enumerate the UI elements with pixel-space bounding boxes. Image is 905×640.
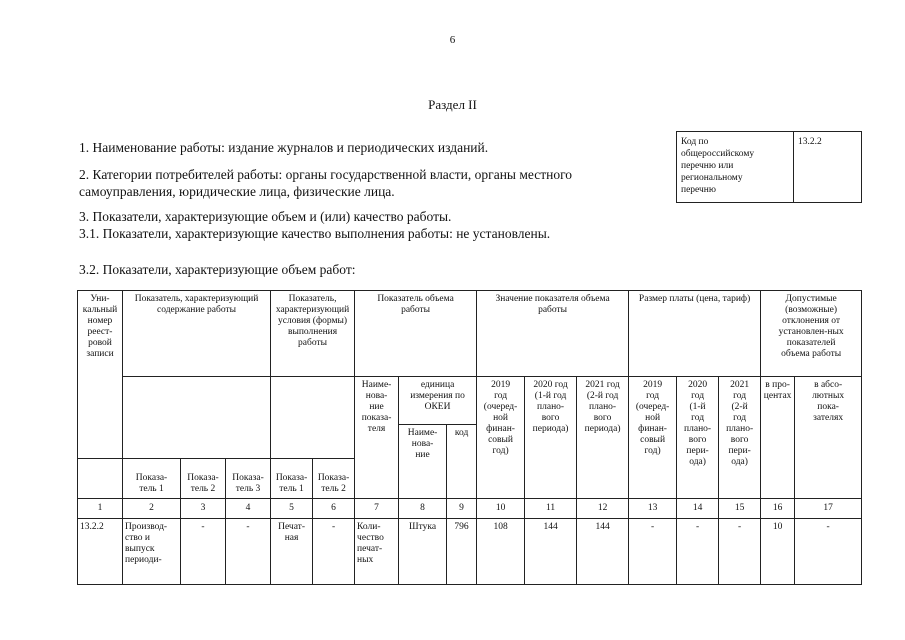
column-number: 12 bbox=[577, 499, 629, 519]
text-line: Показа- bbox=[317, 473, 350, 483]
text-line: объема работы bbox=[781, 349, 842, 359]
text-line: вого bbox=[593, 413, 612, 423]
unique-spacer bbox=[78, 459, 123, 499]
text-line: нова- bbox=[411, 439, 434, 449]
text-line: вого bbox=[688, 435, 707, 445]
text-line: совый bbox=[488, 435, 514, 445]
text-line: финан- bbox=[638, 424, 667, 434]
text-line: работы bbox=[298, 338, 328, 348]
text-line: (очеред- bbox=[483, 402, 518, 412]
text-line: условия (формы) bbox=[278, 316, 348, 326]
header-price-2019 bbox=[629, 377, 677, 499]
text-line: ние bbox=[415, 450, 430, 460]
header-value-2019 bbox=[477, 377, 525, 499]
text-line: тель 1 bbox=[139, 484, 164, 494]
text-line: Показа- bbox=[135, 473, 168, 483]
text-line: совый bbox=[640, 435, 666, 445]
cell-value-2019: 108 bbox=[477, 519, 525, 585]
indicators-heading: 3. Показатели, характеризующие объем и (или) качество работы. bbox=[79, 209, 452, 224]
cell-content-2: - bbox=[181, 519, 226, 585]
header-price-2020 bbox=[677, 377, 719, 499]
text-line: Показатель объема bbox=[377, 294, 454, 304]
text-line: 2019 bbox=[491, 380, 511, 390]
text-line: год bbox=[733, 391, 747, 401]
header-conditions-indicator bbox=[271, 291, 355, 377]
text-line: Показа- bbox=[232, 473, 264, 483]
text-line: ОКЕИ bbox=[424, 402, 451, 412]
text-line: Коли- bbox=[357, 522, 381, 532]
text-line: перечню bbox=[681, 185, 716, 195]
text-line: 2021 bbox=[730, 380, 750, 390]
text-line: пери- bbox=[686, 446, 709, 456]
text-line: (1-й год bbox=[534, 391, 567, 401]
text-line: Значение показателя объема bbox=[495, 294, 610, 304]
column-numbers-row bbox=[78, 499, 862, 519]
text-line: лютных bbox=[812, 391, 845, 401]
header-content-3 bbox=[226, 459, 271, 499]
text-line: центах bbox=[763, 391, 792, 401]
text-line: плано- bbox=[684, 424, 712, 434]
text-line: установлен-ных bbox=[778, 327, 844, 337]
text-line: плано- bbox=[589, 402, 617, 412]
text-line: (2-й год bbox=[586, 391, 619, 401]
quality-indicators: 3.1. Показатели, характеризующие качество выполнения работы: не установлены. bbox=[79, 226, 551, 241]
text-line: ода) bbox=[731, 457, 748, 467]
header-price-2021 bbox=[719, 377, 761, 499]
text-line: единица bbox=[420, 380, 455, 390]
text-line: тель 3 bbox=[235, 484, 261, 494]
text-line: Допустимые bbox=[785, 294, 837, 304]
header-content-2 bbox=[181, 459, 226, 499]
column-number: 7 bbox=[355, 499, 399, 519]
text-line: ство и bbox=[125, 533, 150, 543]
text-line: (1-й bbox=[689, 402, 706, 412]
text-line: год) bbox=[644, 446, 661, 456]
cell-price-2020: - bbox=[677, 519, 719, 585]
text-line: периоди- bbox=[125, 555, 162, 565]
cell-value-2020: 144 bbox=[525, 519, 577, 585]
header-unique-number bbox=[78, 291, 123, 459]
column-number: 16 bbox=[761, 499, 795, 519]
text-line: Наиме- bbox=[361, 380, 392, 390]
text-line: в абсо- bbox=[814, 380, 843, 390]
text-line: теля bbox=[367, 424, 386, 434]
text-line: региональному bbox=[681, 173, 743, 183]
cell-content-1 bbox=[123, 519, 181, 585]
text-line: вого bbox=[541, 413, 560, 423]
content-spacer bbox=[123, 377, 271, 459]
text-line: выполнения bbox=[287, 327, 338, 337]
column-number: 17 bbox=[795, 499, 862, 519]
cell-deviation-percent: 10 bbox=[761, 519, 795, 585]
cell-registry-number: 13.2.2 bbox=[78, 519, 123, 585]
text-line: ных bbox=[357, 555, 374, 565]
text-line: показа- bbox=[361, 413, 392, 423]
text-line: Показа- bbox=[275, 473, 308, 483]
text-line: год bbox=[733, 413, 747, 423]
column-number: 5 bbox=[271, 499, 313, 519]
column-number: 2 bbox=[123, 499, 181, 519]
text-line: (очеред- bbox=[635, 402, 670, 412]
header-value-2020 bbox=[525, 377, 577, 499]
cell-content-3: - bbox=[226, 519, 271, 585]
text-line: 2020 год bbox=[533, 380, 568, 390]
header-percent bbox=[761, 377, 795, 499]
text-line: ной bbox=[645, 413, 661, 423]
text-line: показателей bbox=[786, 338, 836, 348]
text-line: 2020 bbox=[688, 380, 708, 390]
text-line: год bbox=[646, 391, 660, 401]
text-line: печат- bbox=[357, 544, 383, 554]
text-line: год bbox=[494, 391, 508, 401]
text-line: Показа- bbox=[187, 473, 219, 483]
header-content-1 bbox=[123, 459, 181, 499]
header-volume-value bbox=[477, 291, 629, 377]
text-line: Печат- bbox=[278, 522, 305, 532]
text-line: год bbox=[691, 413, 705, 423]
text-line: плано- bbox=[537, 402, 565, 412]
cell-price-2021: - bbox=[719, 519, 761, 585]
text-line: ной bbox=[493, 413, 509, 423]
column-number: 15 bbox=[719, 499, 761, 519]
page-number: 6 bbox=[449, 34, 456, 46]
text-line: номер bbox=[87, 316, 113, 326]
header-content-indicator bbox=[123, 291, 271, 377]
cell-unit-code: 796 bbox=[447, 519, 477, 585]
column-number: 1 bbox=[78, 499, 123, 519]
consumers-line-2: самоуправления, юридические лица, физические лица. bbox=[79, 184, 395, 199]
text-line: Наиме- bbox=[407, 428, 438, 438]
text-line: вого bbox=[730, 435, 749, 445]
text-line: год bbox=[691, 391, 705, 401]
cell-price-2019: - bbox=[629, 519, 677, 585]
column-number: 8 bbox=[399, 499, 447, 519]
header-absolute bbox=[795, 377, 862, 499]
text-line: плано- bbox=[726, 424, 754, 434]
column-number: 6 bbox=[313, 499, 355, 519]
cell-unit-name: Штука bbox=[399, 519, 447, 585]
text-line: ние bbox=[369, 402, 384, 412]
text-line: ная bbox=[284, 533, 299, 543]
code-box-value: 13.2.2 bbox=[794, 132, 862, 203]
cell-condition-2: - bbox=[313, 519, 355, 585]
header-unit-code: код bbox=[447, 425, 477, 499]
header-deviation bbox=[761, 291, 862, 377]
text-line: измерения по bbox=[410, 391, 465, 401]
consumers-line-1: 2. Категории потребителей работы: органы государственной власти, органы местного bbox=[79, 167, 573, 182]
text-line: нова- bbox=[365, 391, 388, 401]
text-line: в про- bbox=[765, 380, 790, 390]
text-line: тель 2 bbox=[321, 484, 346, 494]
conditions-spacer bbox=[271, 377, 355, 459]
column-number: 10 bbox=[477, 499, 525, 519]
text-line: (возможные) bbox=[785, 305, 838, 315]
text-line: Показатель, bbox=[288, 294, 337, 304]
code-box-label bbox=[677, 132, 794, 203]
text-line: кальный bbox=[82, 305, 118, 315]
volume-indicators-heading: 3.2. Показатели, характеризующие объем работ: bbox=[79, 262, 356, 277]
text-line: год) bbox=[492, 446, 509, 456]
header-indicator-name bbox=[355, 377, 399, 499]
column-number: 9 bbox=[447, 499, 477, 519]
text-line: выпуск bbox=[125, 544, 155, 554]
text-line: 2021 год bbox=[585, 380, 620, 390]
text-line: содержание работы bbox=[157, 305, 237, 315]
cell-condition-1 bbox=[271, 519, 313, 585]
text-line: периода) bbox=[584, 424, 621, 434]
text-line: отклонения от bbox=[782, 316, 841, 326]
header-volume-indicator bbox=[355, 291, 477, 377]
text-line: работы bbox=[538, 305, 568, 315]
header-condition-2 bbox=[313, 459, 355, 499]
text-line: работы bbox=[401, 305, 431, 315]
code-box bbox=[676, 131, 862, 203]
header-value-2021 bbox=[577, 377, 629, 499]
column-number: 4 bbox=[226, 499, 271, 519]
text-line: ровой bbox=[88, 338, 112, 348]
text-line: перечню или bbox=[681, 161, 734, 171]
header-price: Размер платы (цена, тариф) bbox=[629, 291, 761, 377]
header-condition-1 bbox=[271, 459, 313, 499]
volume-table bbox=[77, 290, 862, 585]
column-number: 14 bbox=[677, 499, 719, 519]
text-line: Уни- bbox=[90, 294, 110, 304]
header-unit-name bbox=[399, 425, 447, 499]
text-line: записи bbox=[86, 349, 114, 359]
header-okei-unit bbox=[399, 377, 477, 425]
text-line: периода) bbox=[532, 424, 569, 434]
text-line: зателях bbox=[813, 413, 844, 423]
column-number: 3 bbox=[181, 499, 226, 519]
section-title: Раздел II bbox=[428, 97, 477, 112]
column-number: 13 bbox=[629, 499, 677, 519]
text-line: чество bbox=[357, 533, 384, 543]
text-line: Производ- bbox=[125, 522, 168, 532]
text-line: тель 1 bbox=[279, 484, 304, 494]
text-line: финан- bbox=[486, 424, 515, 434]
text-line: реест- bbox=[87, 327, 113, 337]
text-line: Код по bbox=[681, 137, 709, 147]
cell-indicator-name bbox=[355, 519, 399, 585]
cell-value-2021: 144 bbox=[577, 519, 629, 585]
cell-deviation-absolute: - bbox=[795, 519, 862, 585]
text-line: (2-й bbox=[731, 402, 748, 412]
text-line: пери- bbox=[728, 446, 751, 456]
text-line: ода) bbox=[689, 457, 706, 467]
text-line: общероссийскому bbox=[681, 149, 755, 159]
text-line: тель 2 bbox=[190, 484, 216, 494]
table-row bbox=[78, 519, 862, 585]
text-line: пока- bbox=[817, 402, 839, 412]
work-name: 1. Наименование работы: издание журналов и периодических изданий. bbox=[79, 140, 489, 155]
text-line: характеризующий bbox=[275, 305, 350, 315]
column-number: 11 bbox=[525, 499, 577, 519]
text-line: 2019 bbox=[643, 380, 663, 390]
text-line: Показатель, характеризующий bbox=[134, 294, 259, 304]
